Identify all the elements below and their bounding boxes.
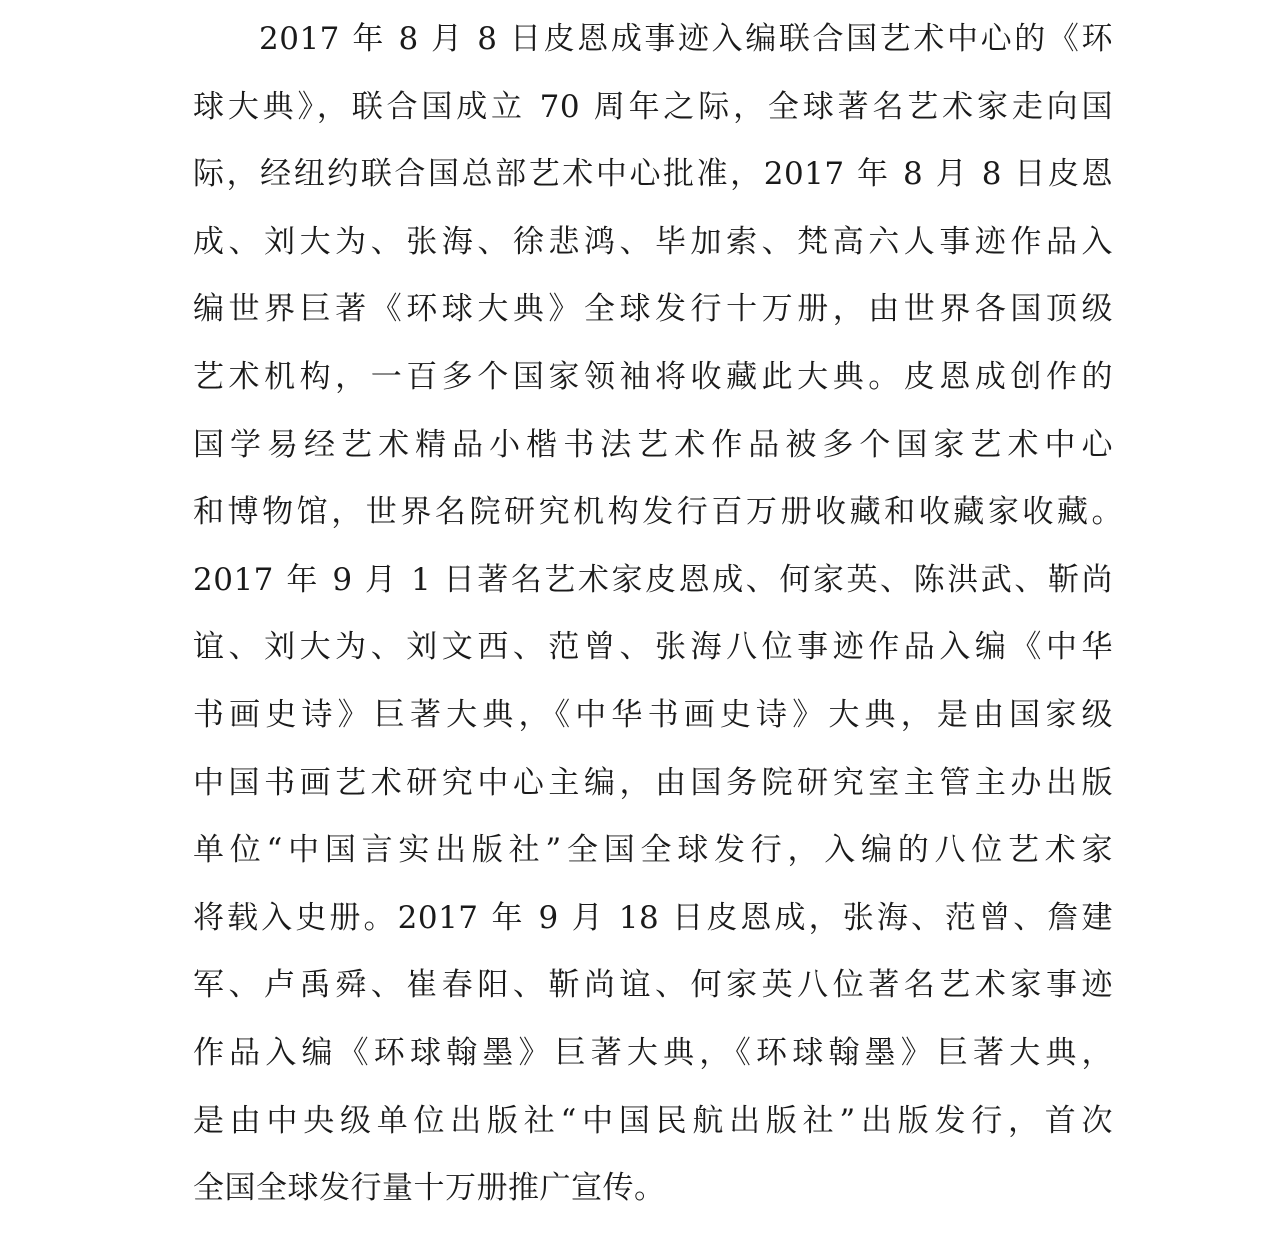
text-line-7: 国学易经艺术精品小楷书法艺术作品被多个国家艺术中心	[193, 426, 1113, 463]
text-line-5: 编世界巨著《环球大典》全球发行十万册，由世界各国顶级	[193, 291, 1113, 328]
document-body	[193, 6, 1123, 1223]
text-line-9: 2017 年 9 月 1 日著名艺术家皮恩成、何家英、陈洪武、靳尚	[193, 561, 1113, 598]
text-line-17: 是由中央级单位出版社“中国民航出版社”出版发行，首次	[193, 1102, 1113, 1139]
text-line-1: 2017 年 8 月 8 日皮恩成事迹入编联合国艺术中心的《环	[259, 21, 1113, 57]
text-line-4: 成、刘大为、张海、徐悲鸿、毕加索、梵高六人事迹作品入	[193, 223, 1113, 260]
text-line-6: 艺术机构，一百多个国家领袖将收藏此大典。皮恩成创作的	[193, 358, 1113, 395]
text-line-11: 书画史诗》巨著大典，《中华书画史诗》大典，是由国家级	[193, 696, 1113, 733]
text-line-16: 作品入编《环球翰墨》巨著大典，《环球翰墨》巨著大典，	[193, 1034, 1113, 1071]
text-line-13: 单位“中国言实出版社”全国全球发行，入编的八位艺术家	[193, 832, 1113, 869]
text-line-14: 将载入史册。2017 年 9 月 18 日皮恩成，张海、范曾、詹建	[193, 899, 1113, 936]
text-line-3: 际，经纽约联合国总部艺术中心批准，2017 年 8 月 8 日皮恩	[193, 156, 1113, 193]
text-line-12: 中国书画艺术研究中心主编，由国务院研究室主管主办出版	[193, 764, 1113, 801]
text-line-10: 谊、刘大为、刘文西、范曾、张海八位事迹作品入编《中华	[193, 629, 1113, 666]
text-line-8: 和博物馆，世界名院研究机构发行百万册收藏和收藏家收藏。	[193, 494, 1123, 531]
text-line-15: 军、卢禹舜、崔春阳、靳尚谊、何家英八位著名艺术家事迹	[193, 967, 1113, 1004]
text-line-2: 球大典》，联合国成立 70 周年之际，全球著名艺术家走向国	[193, 88, 1113, 125]
text-line-18: 全国全球发行量十万册推广宣传。	[193, 1170, 666, 1207]
